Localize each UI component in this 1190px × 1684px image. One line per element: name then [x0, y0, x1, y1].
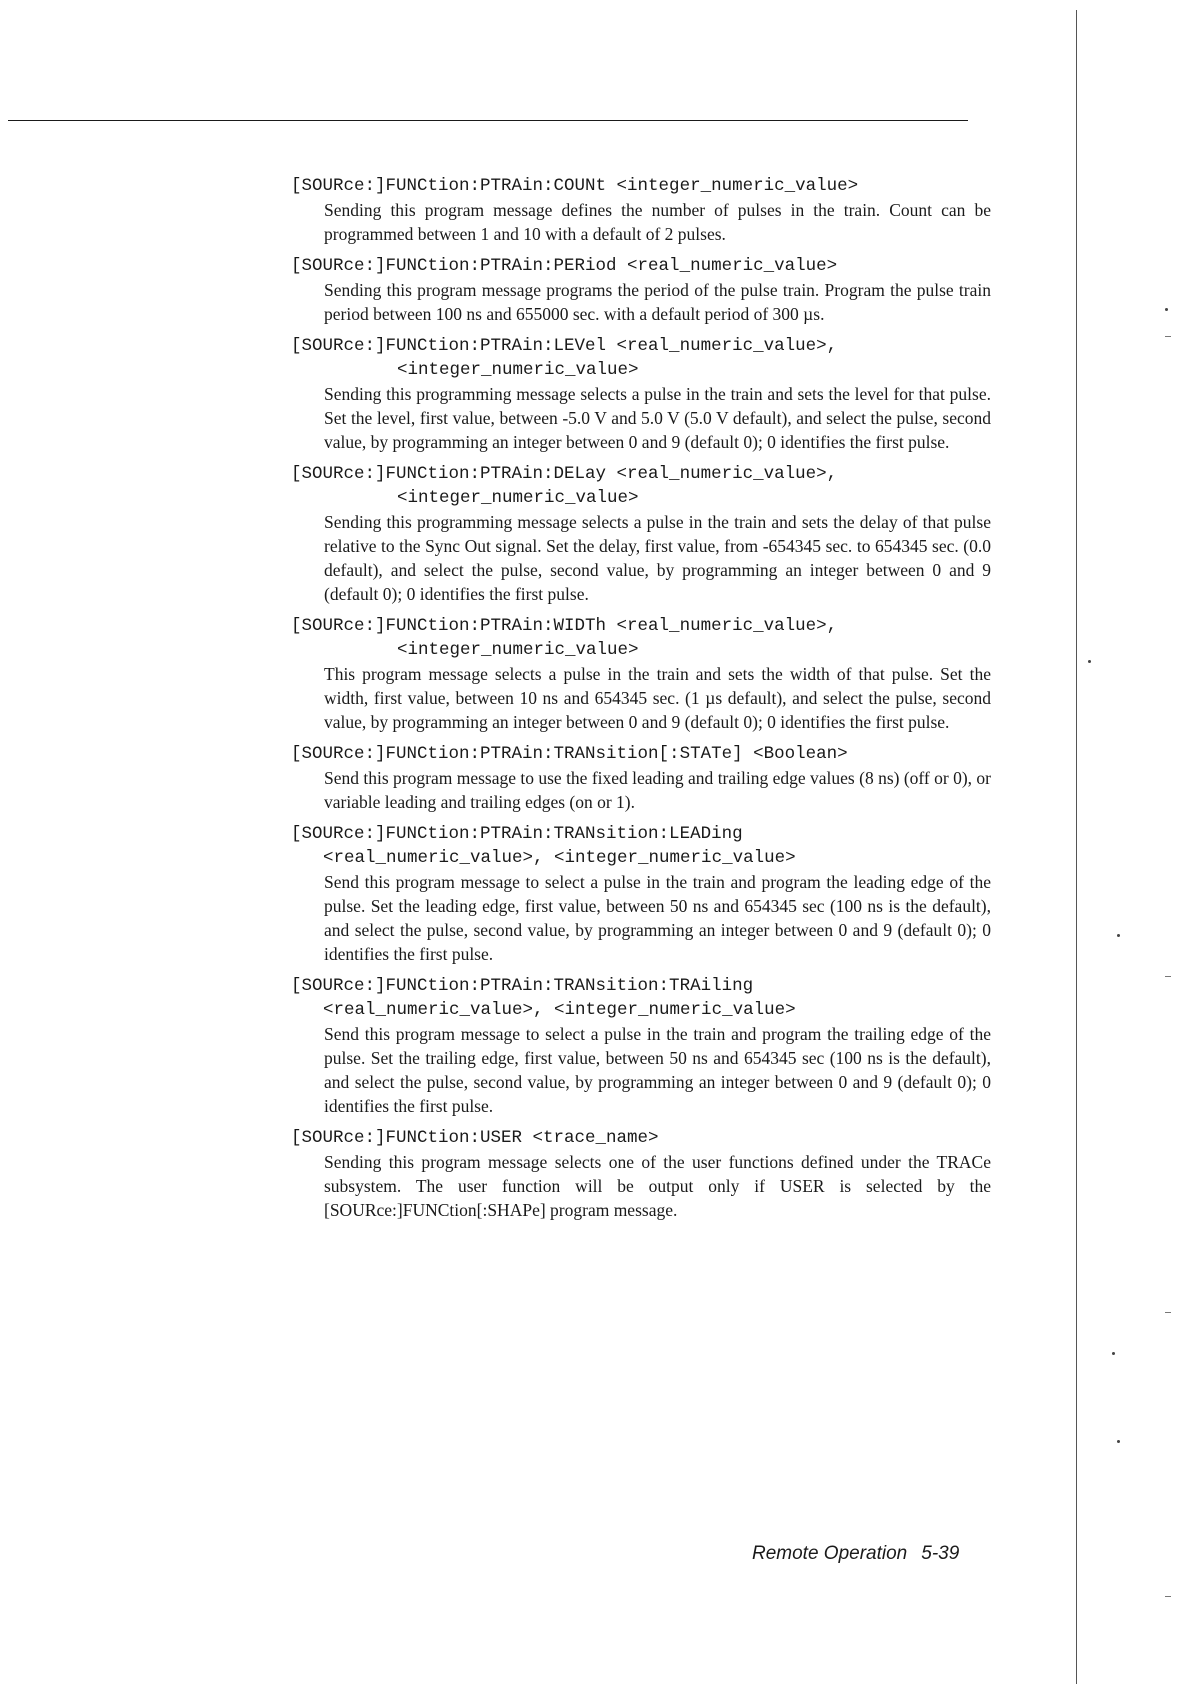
command-syntax: [SOURce:]FUNCtion:PTRAin:TRANsition:LEADing — [291, 824, 743, 844]
command-description: Send this program message to use the fixed leading and trailing edge values (8 ns) (off or 0), or variable leading and trailing edges (on or 1). — [324, 768, 991, 812]
scan-speck — [1088, 660, 1091, 663]
command-syntax: [SOURce:]FUNCtion:USER <trace_name> — [291, 1128, 659, 1148]
page-footer — [752, 1543, 959, 1565]
command-syntax-continued: <integer_numeric_value> — [397, 640, 639, 660]
scan-speck — [1117, 934, 1120, 937]
header-rule — [8, 120, 968, 121]
entry-ptrain-transition-trailing — [291, 974, 991, 1118]
command-syntax-continued: <real_numeric_value>, <integer_numeric_value> — [323, 1000, 796, 1020]
entry-ptrain-transition-leading — [291, 822, 991, 966]
scan-mark — [1165, 1312, 1171, 1313]
command-syntax: [SOURce:]FUNCtion:PTRAin:DELay <real_numeric_value>, — [291, 464, 838, 484]
scan-speck — [1112, 1352, 1115, 1355]
entry-ptrain-transition-state — [291, 742, 991, 814]
command-syntax-continued: <real_numeric_value>, <integer_numeric_value> — [323, 848, 796, 868]
entry-function-user — [291, 1126, 991, 1222]
command-description: Sending this program message programs the period of the pulse train. Program the pulse train period between 100 ns and 655000 sec. with a default period of 300 µs. — [324, 280, 991, 324]
entry-ptrain-count — [291, 174, 991, 246]
command-syntax: [SOURce:]FUNCtion:PTRAin:TRANsition:TRAiling — [291, 976, 754, 996]
command-description: Send this program message to select a pulse in the train and program the leading edge of the pulse. Set the leading edge, first value, between 50 ns and 654345 sec (100 ns is the default), and select the pulse, second value, by programming an integer between 0 and 9 (default 0); 0 identifies the first pulse. — [324, 872, 991, 964]
scan-speck — [1117, 1440, 1120, 1443]
command-syntax-continued: <integer_numeric_value> — [397, 488, 639, 508]
command-description: This program message selects a pulse in the train and sets the width of that pulse. Set the width, first value, between 10 ns and 654345 sec. (1 µs default), and select the pulse, second value, by programming an integer between 0 and 9 (default 0); 0 identifies the first pulse. — [324, 664, 991, 732]
scan-mark — [1165, 336, 1171, 337]
scan-speck — [1165, 308, 1168, 311]
entry-ptrain-delay — [291, 462, 991, 606]
command-description: Sending this programming message selects a pulse in the train and sets the delay of that pulse relative to the Sync Out signal. Set the delay, first value, from -654345 sec. to 654345 sec. (0.0 default), and select the pulse, second value, by programming an integer between 0 and 9 (default 0); 0 identifies the first pulse. — [324, 512, 991, 604]
scan-mark — [1165, 976, 1171, 977]
binding-edge-line — [1076, 10, 1077, 1684]
command-reference — [291, 174, 991, 1230]
footer-section-title: Remote Operation — [752, 1543, 908, 1564]
entry-ptrain-width — [291, 614, 991, 734]
entry-ptrain-period — [291, 254, 991, 326]
entry-ptrain-level — [291, 334, 991, 454]
command-description: Sending this program message defines the number of pulses in the train. Count can be programmed between 1 and 10 with a default of 2 pulses. — [324, 200, 991, 244]
command-syntax: [SOURce:]FUNCtion:PTRAin:LEVel <real_numeric_value>, — [291, 336, 838, 356]
scan-mark — [1165, 1596, 1171, 1597]
command-description: Sending this programming message selects a pulse in the train and sets the level for that pulse. Set the level, first value, between -5.0 V and 5.0 V (5.0 V default), and select the pulse, second value, by programming an integer between 0 and 9 (default 0); 0 identifies the first pulse. — [324, 384, 991, 452]
command-syntax: [SOURce:]FUNCtion:PTRAin:COUNt <integer_numeric_value> — [291, 176, 859, 196]
command-syntax: [SOURce:]FUNCtion:PTRAin:TRANsition[:STATe] <Boolean> — [291, 744, 848, 764]
command-syntax: [SOURce:]FUNCtion:PTRAin:WIDTh <real_numeric_value>, — [291, 616, 838, 636]
command-description: Send this program message to select a pulse in the train and program the trailing edge of the pulse. Set the trailing edge, first value, between 50 ns and 654345 sec (100 ns is the default), and select the pulse, second value, by programming an integer between 0 and 9 (default 0); 0 identifies the first pulse. — [324, 1024, 991, 1116]
command-syntax-continued: <integer_numeric_value> — [397, 360, 639, 380]
command-syntax: [SOURce:]FUNCtion:PTRAin:PERiod <real_numeric_value> — [291, 256, 838, 276]
command-description: Sending this program message selects one of the user functions defined under the TRACe subsystem. The user function will be output only if USER is selected by the [SOURce:]FUNCtion[:SHAPe] program message. — [324, 1152, 991, 1220]
footer-page-number: 5-39 — [921, 1543, 960, 1564]
